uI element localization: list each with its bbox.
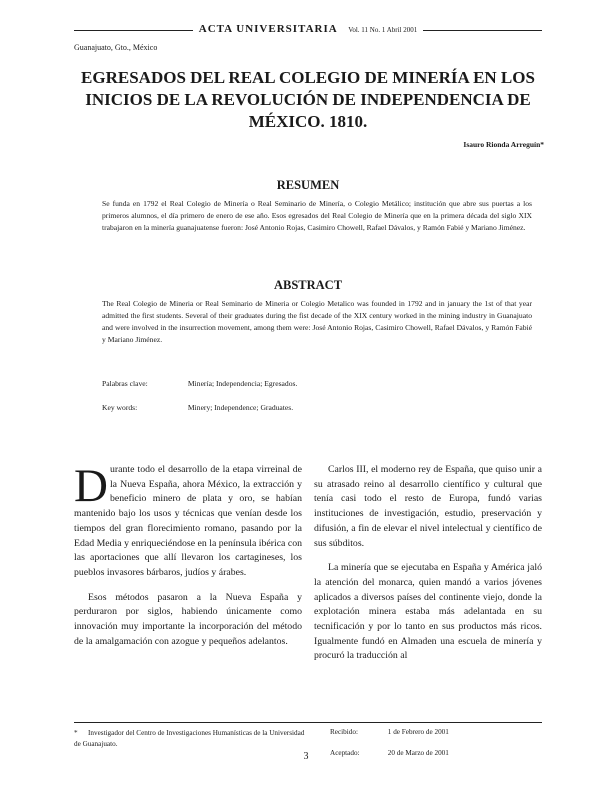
body-column-left — [74, 460, 302, 659]
keywords-en-value: Minery; Independence; Graduates. — [187, 403, 294, 412]
body-column-right — [314, 463, 542, 674]
body-paragraph-3: Carlos III, el moderno rey de España, que quiso unir a su atrasado reino al desarrollo científico y cultural que tenía casi todo el resto de Europa, fundó varias instituciones de investigación, estudio, preservación y difusión, a fin de elevar el nivel intelectual y científico de sus súbditos. — [314, 464, 542, 549]
body-paragraph-1 — [74, 460, 302, 581]
received-label: Recibido: — [330, 728, 358, 736]
body-paragraph-1-text: urante todo el desarrollo de la etapa virreinal de la Nueva España, ahora México, la extracción y beneficio minero de plata y oro, se habían mantenido bajo los usos y técnicas que venían desde los tiempos del gran florecimiento romano, pasando por la Edad Media y enriqueciéndose en la península ibérica con las aportaciones que allí llevaron los cartagineses, los pueblos invasores bárbaros, judíos y árabes. — [74, 464, 302, 578]
footnote-text: Investigador del Centro de Investigaciones Humanísticas de la Universidad de Guanajuato. — [74, 729, 305, 748]
article-title: EGRESADOS DEL REAL COLEGIO DE MINERÍA EN LOS INICIOS DE LA REVOLUCIÓN DE INDEPENDENCIA DE MÉXICO. 1810. — [81, 68, 535, 131]
body-paragraph-4: La minería que se ejecutaba en España y América jaló la atención del monarca, quien mandó a varios jóvenes aplicados a diversos países del continente viejo, donde la explotación minera estaba más adelantada en su tecnificación y por lo tanto en sus productos más ricos. Igualmente fundó en Almaden una escuela de minería y procuró la traducción al — [314, 562, 542, 662]
accepted-label: Aceptado: — [330, 749, 360, 757]
abstract-heading: ABSTRACT — [273, 278, 343, 292]
keywords-es-value: Minería; Independencia; Egresados. — [187, 379, 298, 388]
footnote — [74, 728, 306, 750]
keywords-es — [102, 379, 297, 403]
received-date — [330, 728, 449, 736]
accepted-value: 20 de Marzo de 2001 — [387, 749, 449, 757]
footnote-marker: * — [74, 729, 78, 737]
received-value: 1 de Febrero de 2001 — [387, 728, 449, 736]
journal-issue: Vol. 11 No. 1 Abril 2001 — [348, 26, 418, 34]
abstract-text: The Real Colegio de Mineria or Real Seminario de Mineria or Colegio Metalico was founded in 1792 and in january the 1st of that year admitted the first students. Several of their graduates during the fist decade of the XIX century worked in the mining industry in Guanajuato and were involved in the insurrection movement, among them were: José Antonio Rojas, Casimiro Chowell, Rafael Dávalos, y Ramón Fabié y Mariano Jiménez. — [102, 299, 532, 344]
journal-header — [74, 22, 542, 36]
resumen-heading: RESUMEN — [276, 178, 340, 192]
footnote-rule — [74, 722, 542, 723]
drop-cap: D — [74, 460, 108, 512]
journal-name: ACTA UNIVERSITARIA — [198, 23, 338, 35]
resumen-text: Se funda en 1792 el Real Colegio de Minería o Real Seminario de Minería, o Colegio Metálico; institución que abre sus puertas a los primeros alumnos, el día primero de enero de ese año. Esos egresados del Real Colegio de Minería que en la primera década del siglo XIX trabajaron en la minería guanajuatense fueron: José Antonio Rojas, Casimiro Chowell, Rafael Dávalos, y Ramón Fabié y Mariano Jiménez. — [102, 199, 532, 232]
keywords — [102, 379, 297, 427]
body-paragraph-2: Esos métodos pasaron a la Nueva España y perduraron por siglos, habiendo únicamente como innovación muy importante la incorporación del método de la amalgamación con azogue y pequeños adelantos. — [74, 591, 302, 647]
keywords-en-label: Key words: — [102, 403, 138, 412]
author: Isauro Rionda Arreguín* — [463, 140, 544, 149]
keywords-es-label: Palabras clave: — [102, 379, 148, 388]
location: Guanajuato, Gto., México — [74, 43, 158, 52]
keywords-en — [102, 403, 297, 427]
page-number: 3 — [303, 751, 309, 762]
